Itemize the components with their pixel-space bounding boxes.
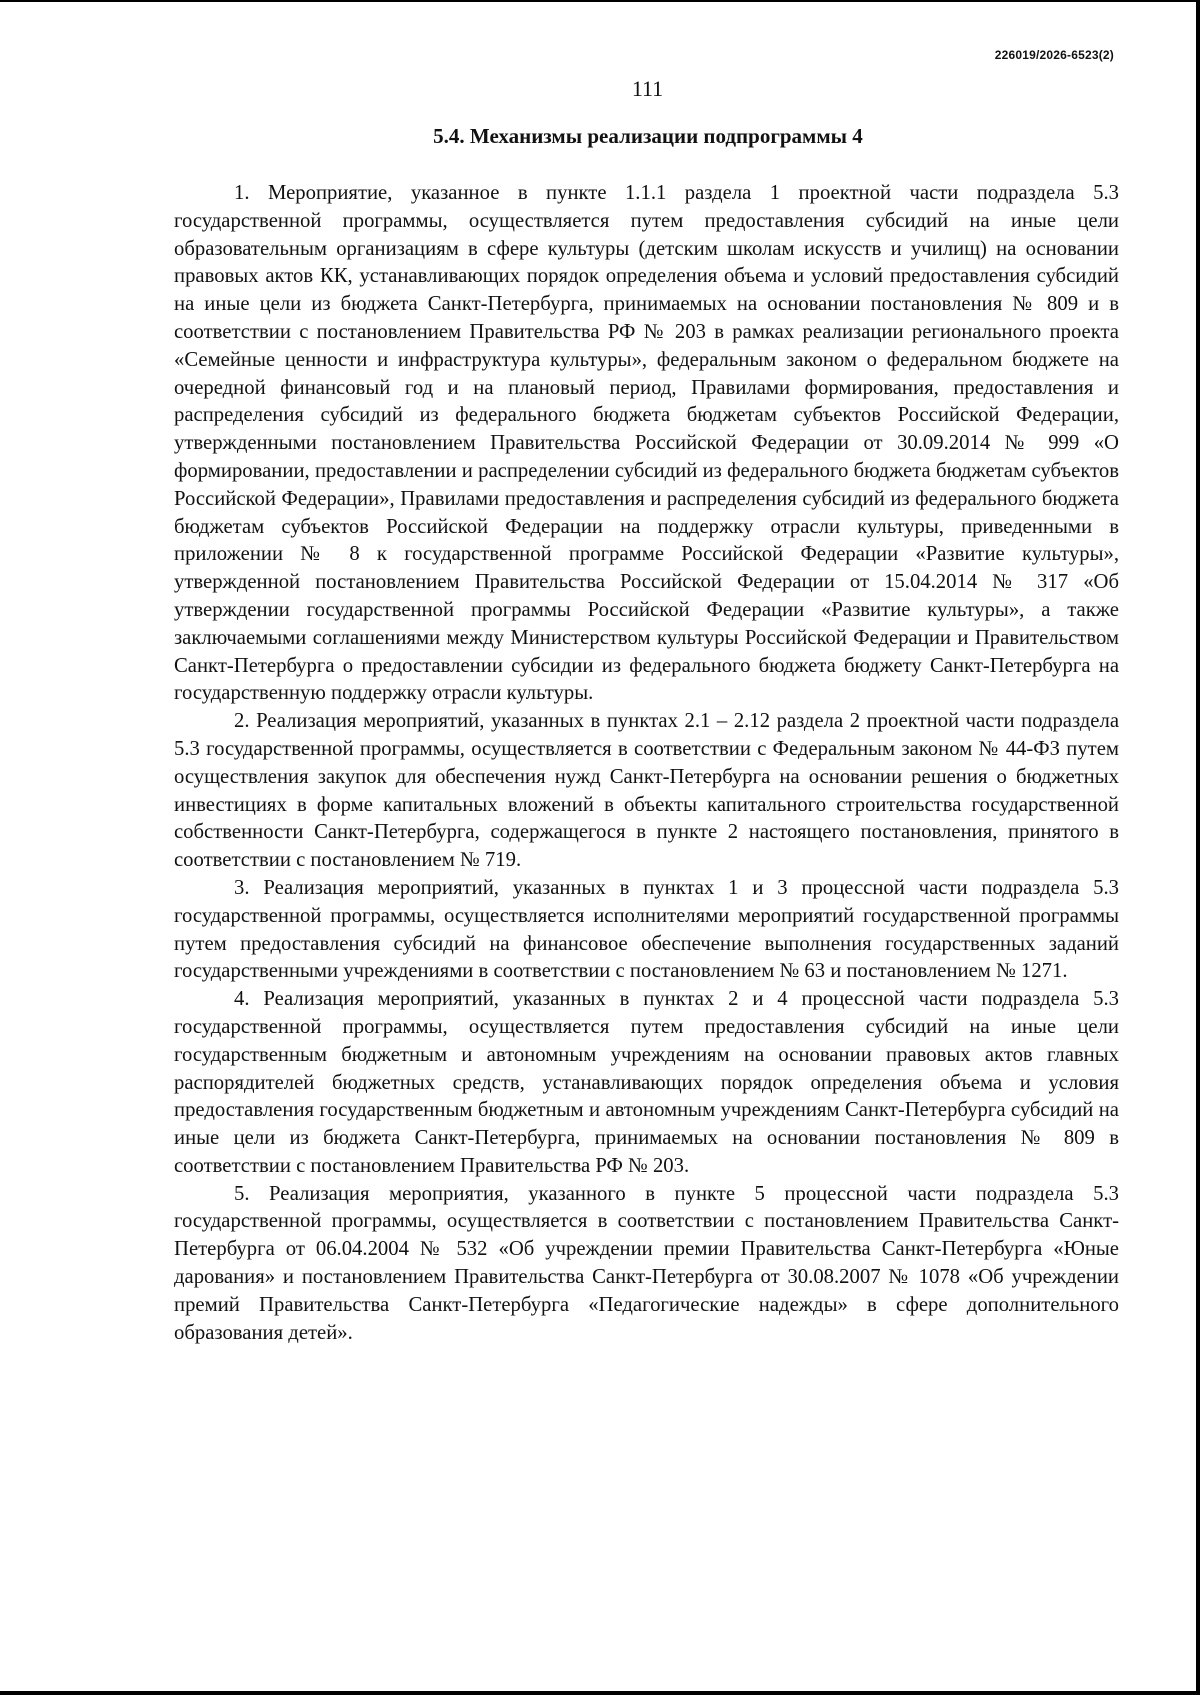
section-title: 5.4. Механизмы реализации подпрограммы 4 bbox=[433, 124, 863, 148]
scan-edge-top bbox=[0, 0, 1200, 2]
document-body bbox=[174, 180, 1119, 1347]
paragraph-1: 1. Мероприятие, указанное в пункте 1.1.1 раздела 1 проектной части подраздела 5.3 государственной программы, осуществляется путем предоставления субсидий на иные цели образовательным организациям в сфере культуры (детским школам искусств и училищ) на основании правовых актов КК, устанавливающих порядок определения объема и условий предоставления субсидий на иные цели из бюджета Санкт-Петербурга, принимаемых на основании постановления № 809 и в соответствии с постановлением Правительства РФ № 203 в рамках реализации регионального проекта «Семейные ценности и инфраструктура культуры», федеральным законом о федеральном бюджете на очередной финансовый год и на плановый период, Правилами формирования, предоставления и распределения субсидий из федерального бюджета бюджетам субъектов Российской Федерации, утвержденными постановлением Правительства Российской Федерации от 30.09.2014 № 999 «О формировании, предоставлении и распределении субсидий из федерального бюджета бюджетам субъектов Российской Федерации», Правилами предоставления и распределения субсидий из федерального бюджета бюджетам субъектов Российской Федерации на поддержку отрасли культуры, приведенными в приложении № 8 к государственной программе Российской Федерации «Развитие культуры», утвержденной постановлением Правительства Российской Федерации от 15.04.2014 № 317 «Об утверждении государственной программы Российской Федерации «Развитие культуры», а также заключаемыми соглашениями между Министерством культуры Российской Федерации и Правительством Санкт-Петербурга о предоставлении субсидии из федерального бюджета бюджету Санкт-Петербурга на государственную поддержку отрасли культуры. bbox=[174, 182, 1119, 705]
paragraph-3: 3. Реализация мероприятий, указанных в пунктах 1 и 3 процессной части подраздела 5.3 государственной программы, осуществляется исполнителями мероприятий государственной программы путем предоставления субсидий на финансовое обеспечение выполнения государственных заданий государственными учреждениями в соответствии с постановлением № 63 и постановлением № 1271. bbox=[174, 876, 1119, 983]
page-number: 111 bbox=[631, 76, 664, 101]
paragraph-2: 2. Реализация мероприятий, указанных в пунктах 2.1 – 2.12 раздела 2 проектной части подраздела 5.3 государственной программы, осуществляется в соответствии с Федеральным законом № 44-ФЗ путем осуществления закупок для обеспечения нужд Санкт-Петербурга на основании решения о бюджетных инвестициях в форме капитальных вложений в объекты капитального строительства государственной собственности Санкт-Петербурга, содержащегося в пункте 2 настоящего постановления, принятого в соответствии с постановлением № 719. bbox=[174, 710, 1119, 872]
paragraph-5: 5. Реализация мероприятия, указанного в пункте 5 процессной части подраздела 5.3 государственной программы, осуществляется в соответствии с постановлением Правительства Санкт-Петербурга от 06.04.2004 № 532 «Об учреждении премии Правительства Санкт-Петербурга «Юные дарования» и постановлением Правительства Санкт-Петербурга от 30.08.2007 № 1078 «Об учреждении премий Правительства Санкт-Петербурга «Педагогические надежды» в сфере дополнительного образования детей». bbox=[174, 1182, 1119, 1344]
scan-edge-right bbox=[1196, 0, 1200, 1695]
paragraph-4: 4. Реализация мероприятий, указанных в пунктах 2 и 4 процессной части подраздела 5.3 государственной программы, осуществляется путем предоставления субсидий на иные цели государственным бюджетным и автономным учреждениям на основании правовых актов главных распорядителей бюджетных средств, устанавливающих порядок определения объема и условия предоставления государственным бюджетным и автономным учреждениям Санкт-Петербурга субсидий на иные цели из бюджета Санкт-Петербурга, принимаемых на основании постановления № 809 в соответствии с постановлением Правительства РФ № 203. bbox=[174, 988, 1119, 1177]
scan-edge-bottom bbox=[0, 1691, 1200, 1695]
document-code: 226019/2026-6523(2) bbox=[994, 48, 1114, 62]
